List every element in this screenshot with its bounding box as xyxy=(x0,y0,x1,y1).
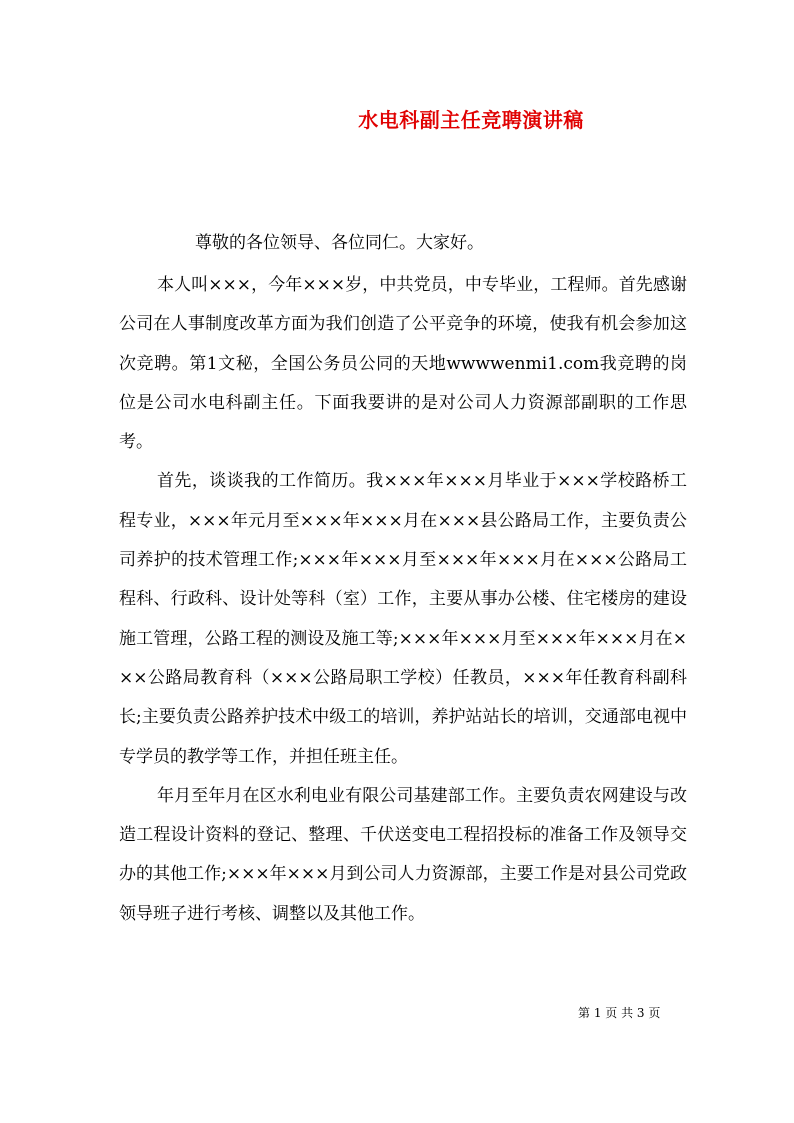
page-number: 第 1 页 共 3 页 xyxy=(578,1006,661,1020)
paragraph-current-role: 年月至年月在区水利电业有限公司基建部工作。主要负责农网建设与改造工程设计资料的登记、整理、千伏送变电工程招投标的准备工作及领导交办的其他工作;×××年×××月到公司人力资源部，主要工作是对县公司党政领导班子进行考核、调整以及其他工作。 xyxy=(119,785,687,924)
paragraph-work-history: 首先，谈谈我的工作简历。我×××年×××月毕业于×××学校路桥工程专业，×××年元月至×××年×××月在×××县公路局工作，主要负责公司养护的技术管理工作;×××年×××月至×××年×××月在×××公路局工程科、行政科、设计处等科（室）工作，主要从事办公楼、住宅楼房的建设施工管理，公路工程的测设及施工等;×××年×××月至×××年×××月在×××公路局教育科（×××公路局职工学校）任教员，×××年任教育科副科长;主要负责公路养护技术中级工的培训，养护站站长的培训，交通部电视中专学员的教学等工作，并担任班主任。 xyxy=(119,471,687,767)
document-title: 水电科副主任竞聘演讲稿 xyxy=(358,108,584,132)
document-body xyxy=(119,228,687,934)
greeting-line: 尊敬的各位领导、各位同仁。大家好。 xyxy=(195,233,484,253)
paragraph-intro: 本人叫×××，今年×××岁，中共党员，中专毕业，工程师。首先感谢公司在人事制度改革方面为我们创造了公平竞争的环境，使我有机会参加这次竞聘。第1文秘，全国公务员公同的天地wwwwenmi1.com我竞聘的岗位是公司水电科副主任。下面我要讲的是对公司人力资源部副职的工作思考。 xyxy=(119,275,687,453)
